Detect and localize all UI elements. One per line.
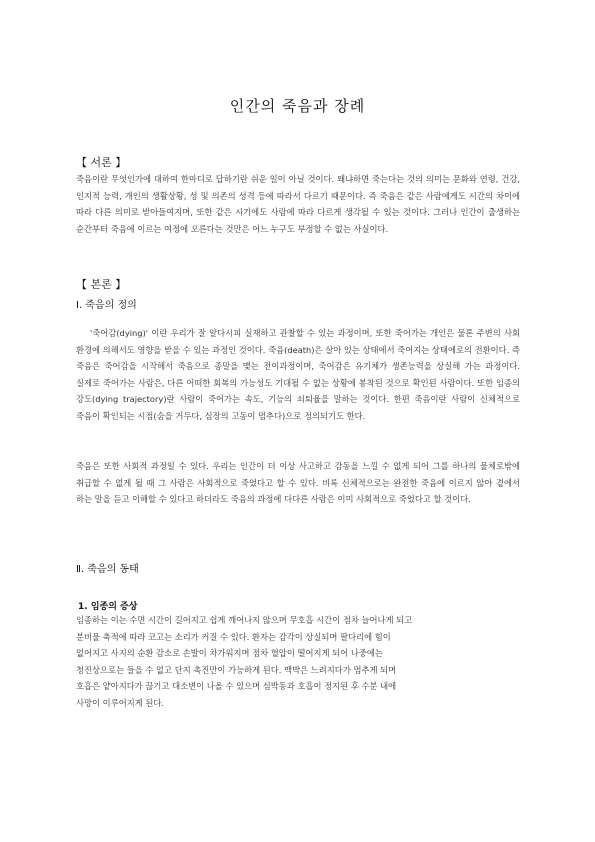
section2-subsection-text bbox=[76, 612, 526, 712]
section2-subsection-heading: 1. 임종의 증상 bbox=[78, 602, 138, 612]
section1-paragraph-1: '죽어감(dying)' 이란 우리가 잘 알다시피 실재하고 관찰할 수 있는 과정이며, 또한 죽어가는 개인은 물론 주변의 사회 환경에 의해서도 영향을 받을 수 있는 과정인 것이다. 죽음(death)은 살아 있는 상태에서 죽어지는 상태에로의 전환이다. 즉 죽음은 죽어감을 시작해서 죽음으로 종말을 맺는 전이과정이며, 죽어감은 유기체가 생존능력을 상실해 가는 과정이다. 실제로 죽어가는 사람은, 다른 어떠한 회복의 가능성도 기대될 수 없는 상황에 봉착된 것으로 확인된 사람이다. 또한 임종의 강도(dying trajectory)란 사람이 죽어가는 속도, 기능의 쇠퇴율을 말하는 것이다. 한편 죽음이란 사람이 신체적으로 죽음이 확인되는 시점(숨을 거두다, 심장의 고동이 멈추다)으로 정의되기도 한다. bbox=[76, 328, 520, 421]
text-line: 청진상으로는 들을 수 없고 단지 촉진만이 가능하게 된다. 맥박은 느려지다가 멈추게 되며 bbox=[76, 664, 397, 675]
text-line: 호흡은 얕아지다가 끊기고 대소변이 나올 수 있으며 심박동과 호흡이 정지된 후 수분 내에 bbox=[76, 681, 397, 692]
section1-paragraph-2: 죽음은 또한 사회적 과정일 수 있다. 우리는 인간이 더 이상 사고하고 감동을 느낄 수 없게 되어 그를 하나의 물체로밖에 취급할 수 없게 될 때 그 사람은 사회적으로 죽었다고 할 수 있다. 비록 신체적으로는 완전한 죽음에 이르지 않아 곁에서 하는 말을 듣고 이해할 수 있다고 하더라도 죽음의 과정에 다다른 사람은 이미 사회적으로 죽었다고 할 것이다. bbox=[76, 461, 520, 505]
section1-heading: Ⅰ. 죽음의 정의 bbox=[76, 300, 137, 311]
body-heading: 【 본론 】 bbox=[76, 278, 127, 291]
text-line: 분비물 축적에 따라 코고는 소리가 커질 수 있다. 환자는 감각이 상실되며 팔다리에 힘이 bbox=[76, 631, 391, 642]
text-line: 없어지고 사지의 순환 감소로 손발이 차가워지며 점차 혈압이 떨어지게 되어 나중에는 bbox=[76, 648, 383, 659]
text-line: 사망이 이루어지게 된다. bbox=[76, 697, 165, 708]
section2-heading: Ⅱ. 죽음의 동태 bbox=[76, 564, 139, 575]
intro-heading: 【 서론 】 bbox=[76, 156, 127, 169]
intro-paragraph: 죽음이란 무엇인가에 대하여 한마디로 답하기란 쉬운 일이 아닐 것이다. 왜냐하면 죽는다는 것의 의미는 문화와 연령, 건강, 인지적 능력, 개인의 생활상황, 성 및 의존의 성격 등에 따라서 다르기 때문이다. 즉 죽음은 같은 사람에게도 시간의 차이에 따라 다른 의미로 받아들여지며, 또한 같은 시기에도 사람에 따라 다르게 생각될 수 있는 것이다. 그러나 인간이 출생하는 순간부터 죽음에 이르는 여정에 오른다는 것만은 어느 누구도 부정할 수 없는 사실이다. bbox=[76, 174, 520, 234]
document-title: 인간의 죽음과 장례 bbox=[229, 97, 366, 115]
text-line: 임종하는 이는 수면 시간이 길어지고 쉽게 깨어나지 않으며 무호흡 시간이 점차 늘어나게 되고 bbox=[76, 615, 413, 625]
